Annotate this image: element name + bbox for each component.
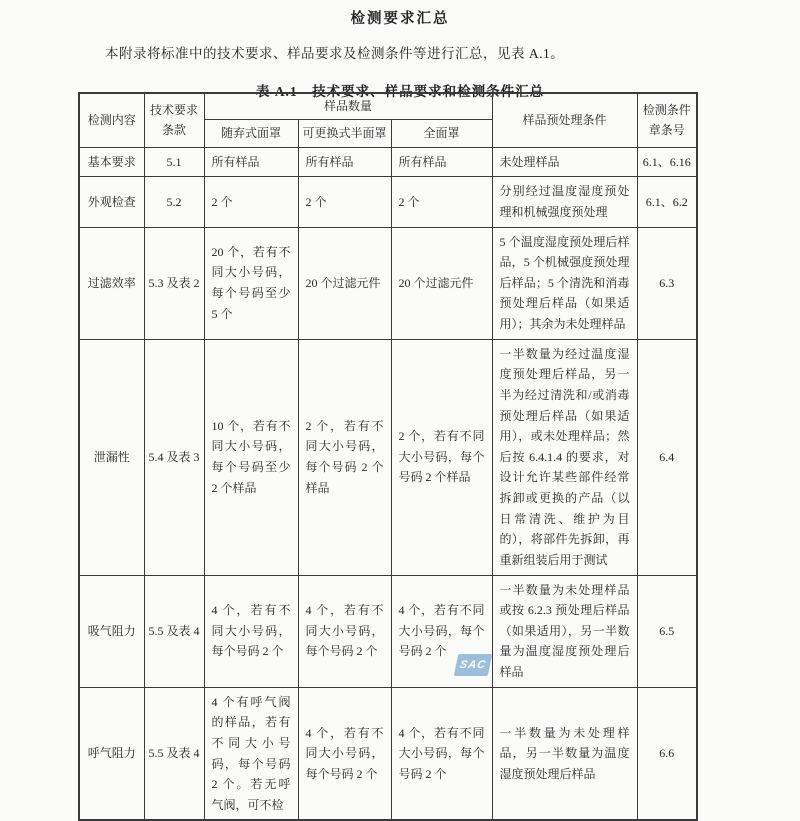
col-header-half-mask: 可更换式半面罩 <box>298 119 391 147</box>
cell-chapter: 6.1、6.2 <box>637 177 697 227</box>
cell-clause: 5.2 <box>144 177 204 227</box>
cell-content: 泄漏性 <box>79 339 144 575</box>
cell-content: 呼气阻力 <box>79 687 144 820</box>
cell-disposable: 10 个，若有不同大小号码，每个号码至少 2 个样品 <box>204 339 298 575</box>
cell-clause: 5.4 及表 3 <box>144 339 204 575</box>
cell-full-mask: 4 个，若有不同大小号码，每个号码 2 个 <box>391 575 492 687</box>
cell-chapter: 6.4 <box>637 339 697 575</box>
cell-half-mask: 4 个，若有不同大小号码，每个号码 2 个 <box>298 687 391 820</box>
cell-full-mask: 2 个 <box>391 177 492 227</box>
cell-half-mask: 2 个 <box>298 177 391 227</box>
cell-full-mask: 2 个，若有不同大小号码，每个号码 2 个样品 <box>391 339 492 575</box>
cell-pretreatment: 一半数量为未处理样品或按 6.2.3 预处理后样品（如果适用），另一半数量为温度湿度预处理后样品 <box>492 575 637 687</box>
cell-content: 吸气阻力 <box>79 575 144 687</box>
col-header-chapter: 检测条件章条号 <box>637 93 697 147</box>
cell-full-mask: 20 个过滤元件 <box>391 227 492 339</box>
intro-paragraph: 本附录将标准中的技术要求、样品要求及检测条件等进行汇总，见表 A.1。 <box>105 46 565 61</box>
page-title: 检测要求汇总 <box>350 11 450 27</box>
cell-disposable: 20 个，若有不同大小号码，每个号码至少 5 个 <box>204 227 298 339</box>
table-caption: 表 A.1 技术要求、样品要求和检测条件汇总 <box>255 84 545 100</box>
cell-disposable: 4 个有呼气阀的样品，若有不同大小号码，每个号码 2 个。若无呼气阀，可不检 <box>204 687 298 820</box>
table-row-exhalation-resistance <box>79 687 697 820</box>
cell-content: 过滤效率 <box>79 227 144 339</box>
cell-pretreatment: 一半数量为未处理样品，另一半数量为温度湿度预处理后样品 <box>492 687 637 820</box>
cell-clause: 5.3 及表 2 <box>144 227 204 339</box>
cell-half-mask: 2 个，若有不同大小号码，每个号码 2 个样品 <box>298 339 391 575</box>
cell-clause: 5.5 及表 4 <box>144 687 204 820</box>
cell-chapter: 6.6 <box>637 687 697 820</box>
cell-full-mask: 4 个，若有不同大小号码，每个号码 2 个 <box>391 687 492 820</box>
col-header-pretreatment: 样品预处理条件 <box>492 93 637 147</box>
cell-chapter: 6.5 <box>637 575 697 687</box>
cell-pretreatment: 5 个温度湿度预处理后样品，5 个机械强度预处理后样品；5 个清洗和消毒预处理后样品（如果适用）；其余为未处理样品 <box>492 227 637 339</box>
cell-pretreatment: 未处理样品 <box>492 147 637 177</box>
requirements-summary-table <box>78 92 698 821</box>
col-header-content: 检测内容 <box>79 93 144 147</box>
cell-pretreatment: 分别经过温度湿度预处理和机械强度预处理 <box>492 177 637 227</box>
cell-clause: 5.5 及表 4 <box>144 575 204 687</box>
sac-watermark-logo: SAC <box>454 654 493 676</box>
col-header-sample-quantity: 样品数量 <box>204 93 492 119</box>
header-row-1 <box>79 93 697 119</box>
table-row-filter-efficiency <box>79 227 697 339</box>
cell-full-mask: 所有样品 <box>391 147 492 177</box>
cell-chapter: 6.3 <box>637 227 697 339</box>
col-header-full-mask: 全面罩 <box>391 119 492 147</box>
cell-chapter: 6.1、6.16 <box>637 147 697 177</box>
table-row-leakage <box>79 339 697 575</box>
col-header-clause: 技术要求条款 <box>144 93 204 147</box>
table-row-basic-requirements <box>79 147 697 177</box>
cell-half-mask: 所有样品 <box>298 147 391 177</box>
cell-half-mask: 4 个，若有不同大小号码，每个号码 2 个 <box>298 575 391 687</box>
cell-disposable: 2 个 <box>204 177 298 227</box>
table-row-inhalation-resistance <box>79 575 697 687</box>
cell-disposable: 4 个，若有不同大小号码，每个号码 2 个 <box>204 575 298 687</box>
cell-clause: 5.1 <box>144 147 204 177</box>
cell-content: 外观检查 <box>79 177 144 227</box>
cell-disposable: 所有样品 <box>204 147 298 177</box>
cell-content: 基本要求 <box>79 147 144 177</box>
cell-pretreatment: 一半数量为经过温度湿度预处理后样品，另一半为经过清洗和/或消毒预处理后样品（如果适用），或未处理样品；然后按 6.4.1.4 的要求，对设计允许某些部件经常拆卸或更换的产品（以日常清洗、维护为目的），将部件先拆卸，再重新组装后用于测试 <box>492 339 637 575</box>
table-row-visual-inspection <box>79 177 697 227</box>
col-header-disposable-mask: 随弃式面罩 <box>204 119 298 147</box>
cell-half-mask: 20 个过滤元件 <box>298 227 391 339</box>
